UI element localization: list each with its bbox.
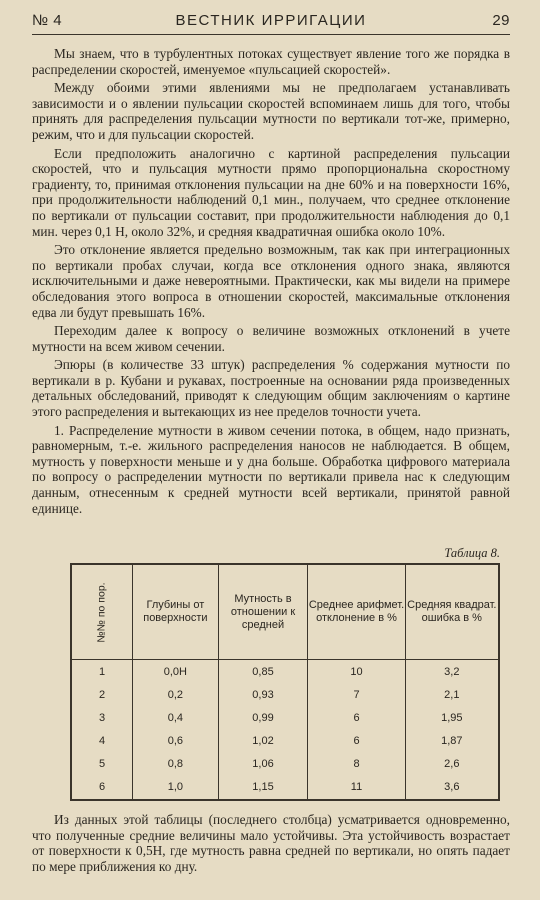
- cell-square-error: 1,87: [405, 729, 499, 752]
- article-body: [32, 46, 510, 519]
- table-caption: Таблица 8.: [444, 546, 500, 560]
- cell-num: 3: [71, 706, 133, 729]
- table-row: [71, 683, 499, 706]
- cell-square-error: 3,2: [405, 660, 499, 684]
- cell-turbidity: 1,02: [218, 729, 308, 752]
- paragraph-3: Если предположить аналогично с картиной распределения пульсации скоростей, что и пульсация мутности прямо пропорциональна скоростному градиенту, то, принимая отклонения пульсации на дне 60% и на поверхности 16%, при продолжительности наблюдений 0,1 мин., получаем, что среднее отклонение по вертикали от пульсации составит, при продолжительности наблюдения до 0,1 мин. через 0,1 Н, около 32%, и средняя квадратичная ошибка около 10%.: [32, 145, 510, 239]
- cell-depth: 1,0: [133, 776, 218, 800]
- cell-num: 1: [71, 660, 133, 684]
- header-num: №№ по пор.: [71, 564, 133, 660]
- paragraph-2: Между обоими этими явлениями мы не предполагаем устанавливать зависимости и о явлении пульсации скоростей вспоминаем лишь для того, чтобы принять для распределения пульсации мутности по вертикали тот-же, примерно, режим, что и для пульсации скоростей.: [32, 80, 510, 142]
- header-depth: Глубины от поверхности: [133, 564, 218, 660]
- cell-num: 5: [71, 753, 133, 776]
- paragraph-4: Это отклонение является предельно возможным, так как при интеграционных по вертикали пробах случаи, когда все отклонения одного знака, являются исключительными и даже невероятными. Практически, как мы видели на примере обследования этого вопроса в отношении скоростей, максимальные отклонения едва ли будут превышать 16%.: [32, 242, 510, 320]
- closing-paragraph: Из данных этой таблицы (последнего столбца) усматривается одновременно, что полученные средние величины мало устойчивы. Эта устойчивость возрастает от поверхности к 0,5Н, где мутность равна средней по вертикали, но опять падает по мере приближения ко дну.: [32, 812, 510, 874]
- cell-num: 2: [71, 683, 133, 706]
- table-row: [71, 706, 499, 729]
- cell-turbidity: 1,06: [218, 753, 308, 776]
- running-header: [32, 8, 510, 35]
- journal-title: ВЕСТНИК ИРРИГАЦИИ: [175, 12, 367, 29]
- issue-number: № 4: [32, 12, 63, 29]
- cell-depth: 0,6: [133, 729, 218, 752]
- cell-mean-deviation: 8: [308, 753, 405, 776]
- table-header-row: [71, 564, 499, 660]
- cell-turbidity: 1,15: [218, 776, 308, 800]
- paragraph-1: Мы знаем, что в турбулентных потоках существует явление того же порядка в распределении скоростей, именуемое «пульсацией скоростей».: [32, 46, 510, 77]
- cell-depth: 0,0H: [133, 660, 218, 684]
- table-row: [71, 776, 499, 800]
- cell-depth: 0,2: [133, 683, 218, 706]
- cell-num: 6: [71, 776, 133, 800]
- cell-mean-deviation: 6: [308, 729, 405, 752]
- cell-num: 4: [71, 729, 133, 752]
- cell-depth: 0,8: [133, 753, 218, 776]
- page-number: 29: [492, 12, 510, 29]
- cell-square-error: 2,1: [405, 683, 499, 706]
- header-turbidity: Мутность в отношении к средней: [218, 564, 308, 660]
- table-row: [71, 753, 499, 776]
- turbidity-table: [70, 563, 500, 801]
- cell-mean-deviation: 11: [308, 776, 405, 800]
- header-mean-deviation: Среднее арифмет. отклонение в %: [308, 564, 405, 660]
- closing-text: [32, 812, 510, 874]
- paragraph-5: Переходим далее к вопросу о величине возможных отклонений в учете мутности на всем живом сечении.: [32, 323, 510, 354]
- header-square-error: Средняя квадрат. ошибка в %: [405, 564, 499, 660]
- cell-mean-deviation: 10: [308, 660, 405, 684]
- cell-square-error: 2,6: [405, 753, 499, 776]
- table-row: [71, 729, 499, 752]
- cell-mean-deviation: 6: [308, 706, 405, 729]
- cell-square-error: 1,95: [405, 706, 499, 729]
- cell-turbidity: 0,85: [218, 660, 308, 684]
- cell-turbidity: 0,93: [218, 683, 308, 706]
- cell-depth: 0,4: [133, 706, 218, 729]
- cell-turbidity: 0,99: [218, 706, 308, 729]
- cell-mean-deviation: 7: [308, 683, 405, 706]
- table-row: [71, 660, 499, 684]
- paragraph-6: Эпюры (в количестве 33 штук) распределения % содержания мутности по вертикали в р. Кубани и рукавах, построенные на основании ряда произведенных детальных обследований, приводят к следующим общим заключениям о картине этого распределения и вытекающих из нее пределов точности учета.: [32, 357, 510, 420]
- cell-square-error: 3,6: [405, 776, 499, 800]
- paragraph-7: 1. Распределение мутности в живом сечении потока, в общем, надо признать, равномерным, т.-е. жильного распределения наносов не наблюдается. В общем, мутность у поверхности меньше и у дна больше. Обработка цифрового материала по вопросу о распределении мутности по вертикали привела нас к следующим данным, отнесенным к средней мутности всей вертикали, принятой равной единице.: [32, 422, 510, 516]
